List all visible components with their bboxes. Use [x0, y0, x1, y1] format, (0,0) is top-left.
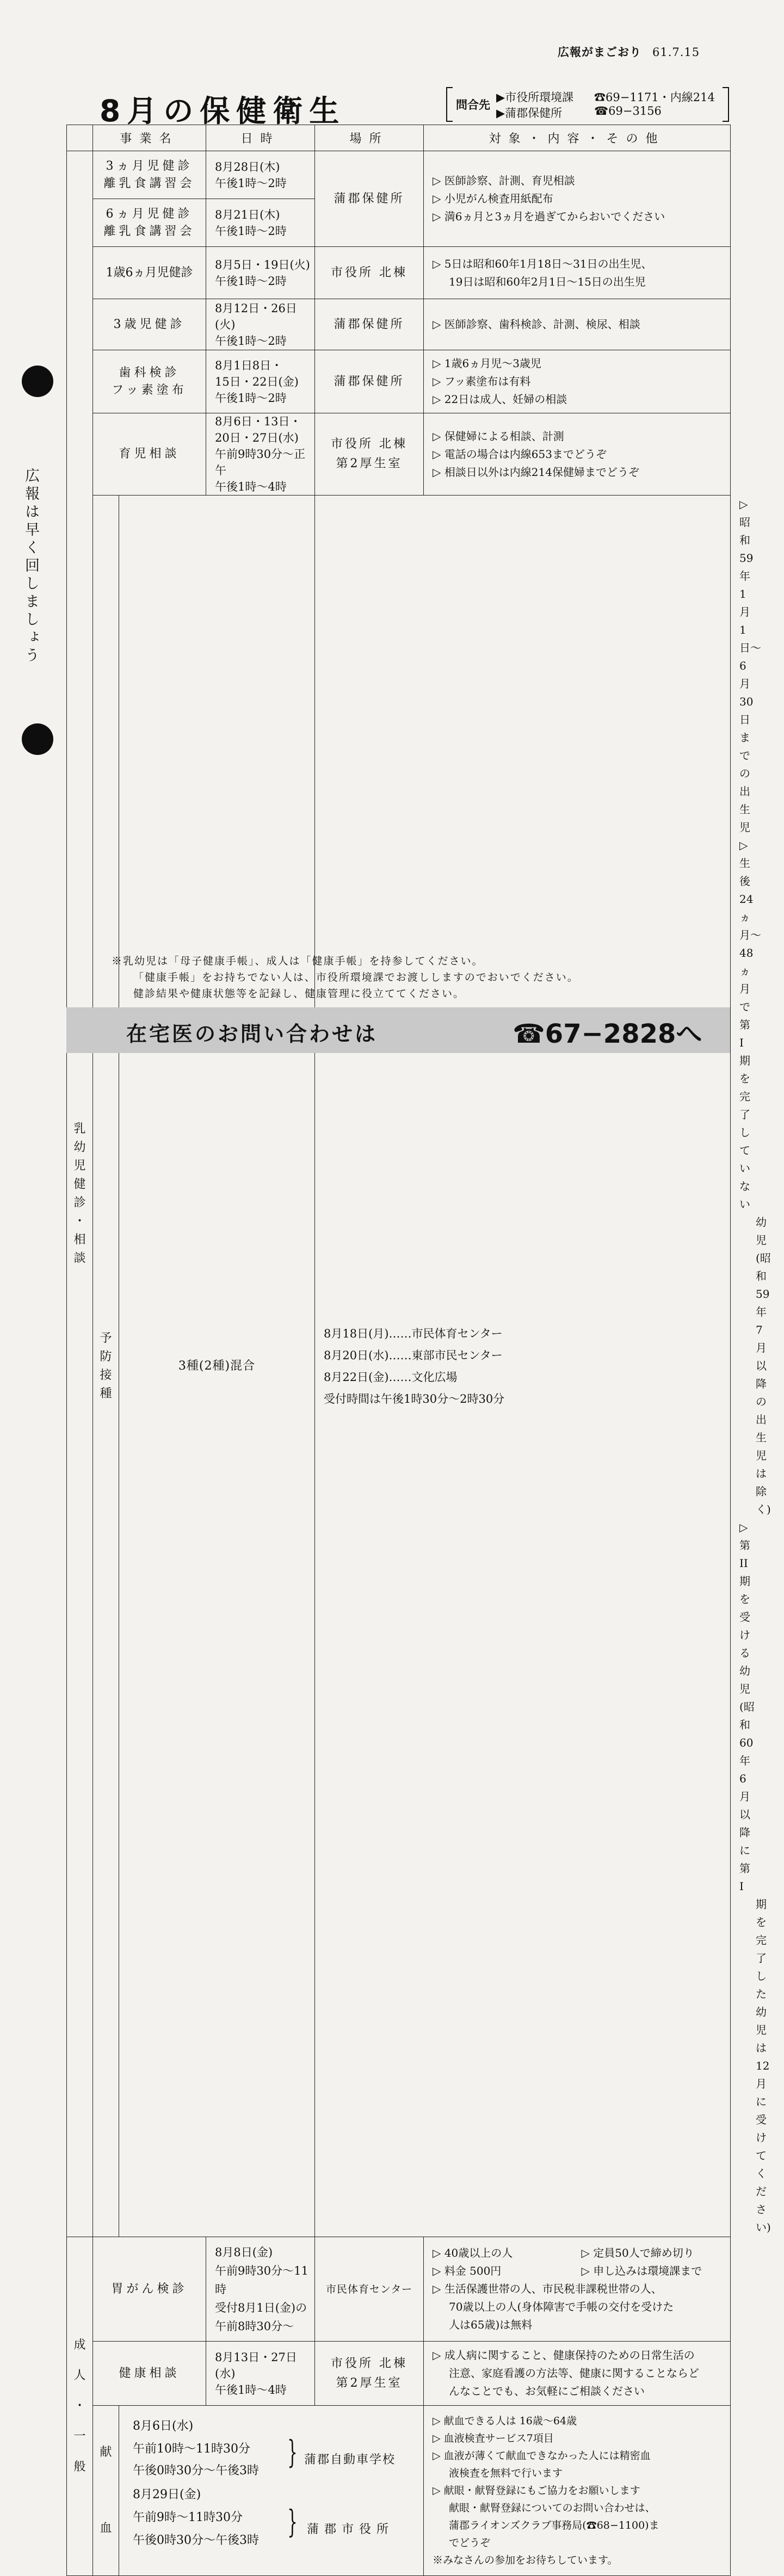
- category-adult: 成 人 ・ 一 般: [67, 2237, 93, 2576]
- event-name: 3ヵ月児健診 離乳食講習会: [93, 151, 206, 199]
- event-place: 蒲郡保健所: [315, 299, 424, 350]
- blood-place: 蒲郡自動車学校: [304, 2453, 396, 2467]
- contact-phone: ☎69−3156: [594, 104, 662, 117]
- contact-label: 問合先: [456, 98, 490, 112]
- blood-time: 午後0時30分〜午後3時: [133, 2464, 259, 2478]
- blood-schedule: [119, 2406, 424, 2576]
- contact-office: ▶市役所環境課: [496, 91, 574, 104]
- blood-place: 蒲郡市役所: [307, 2523, 394, 2536]
- footnote: 健診結果や健康状態等を記録し、健康管理に役立ててください。: [133, 988, 465, 1000]
- footnotes: [112, 953, 579, 1002]
- event-name: 1歳6ヵ月児健診: [93, 247, 206, 299]
- event-details: ▷ 5日は昭和60年1月18日〜31日の出生児、 19日は昭和60年2月1日〜15日の出生児: [424, 247, 731, 299]
- header-details: 対象・内容・その他: [424, 125, 731, 151]
- blood-date: 8月6日(水): [133, 2419, 194, 2433]
- punch-hole-icon: [22, 366, 53, 397]
- header-name: 事業名: [93, 125, 206, 151]
- category-infant: 乳 幼 児 健 診 ・ 相 談: [67, 151, 93, 2237]
- publication-name: 広報がまごおり: [558, 45, 641, 59]
- table-header-row: [67, 125, 731, 151]
- event-datetime: 8月5日・19日(火) 午後1時〜2時: [206, 247, 315, 299]
- footnote: 「健康手帳」をお持ちでない人は、市役所環境課でお渡ししますのでおいでください。: [133, 971, 579, 983]
- event-place: 市民体育センター: [315, 2237, 424, 2342]
- event-datetime: 8月28日(木) 午後1時〜2時: [206, 151, 315, 199]
- blood-time: 午後0時30分〜午後3時: [133, 2534, 259, 2547]
- event-details: ▷ 医師診察、歯科検診、計測、検尿、相談: [424, 299, 731, 350]
- table-row: [67, 2237, 731, 2342]
- banner-phone: ☎67−2828へ: [513, 1019, 702, 1049]
- brace-icon: }: [287, 2433, 298, 2470]
- page-title: 8月の保健衛生: [100, 94, 346, 128]
- blood-time: 午前9時〜11時30分: [133, 2511, 243, 2524]
- event-datetime: 8月1日8日・ 15日・22日(金) 午後1時〜2時: [206, 350, 315, 413]
- table-row: [67, 151, 731, 199]
- header-datetime: 日時: [206, 125, 315, 151]
- table-row: [67, 413, 731, 496]
- event-details: ▷ 保健婦による相談、計測 ▷ 電話の場合は内線653までどうぞ ▷ 相談日以外は内線214保健婦までどうぞ: [424, 413, 731, 496]
- left-bracket: [446, 87, 453, 122]
- side-note: 広報は早く回しましょう: [22, 468, 39, 665]
- contact-phone: ☎69−1171・内線214: [594, 91, 715, 104]
- event-name: 3歳児健診: [93, 299, 206, 350]
- contact-box: [446, 87, 729, 121]
- event-place: 蒲郡保健所: [315, 151, 424, 247]
- table-row: [67, 2406, 731, 2576]
- schedule-table: [66, 125, 771, 2576]
- event-name: 3種(2種)混合: [119, 496, 315, 2237]
- event-place: 市役所 北棟: [315, 247, 424, 299]
- table-row: 予 防 接 種 3種(2種)混合 8月18日(月)……市民体育センター 8月20日(水)……東部市民センター 8月22日(金)……文化広場 受付時間は午後1時30分〜2時30分 昭和59年1月1日〜6月30日までの出生児 生後24ヵ月〜48ヵ月で第I期を完了していない 幼児(昭和59年7月以降の出生児は除く) 第II期を受ける幼児(昭和60年6月以降に第I 期を完了した幼児は12月に受けてください): [67, 496, 731, 2237]
- event-details: ▷ 40歳以上の人 ▷ 定員50人で締め切り ▷ 料金 500円 ▷ 申し込みは環境課まで ▷ 生活保護世帯の人、市民税非課税世帯の人、 70歳以上の人(身体障害で手帳の交付を受けた 人は65歳)は無料: [424, 2237, 731, 2342]
- blood-date: 8月29日(金): [133, 2488, 201, 2501]
- event-place: 市役所 北棟 第2厚生室: [315, 413, 424, 496]
- category-blood: 献 血: [93, 2406, 119, 2576]
- header-place: 場所: [315, 125, 424, 151]
- table-row: [67, 299, 731, 350]
- event-datetime: 8月21日(木) 午後1時〜2時: [206, 199, 315, 247]
- event-datetime: 8月18日(月)……市民体育センター 8月20日(水)……東部市民センター 8月22日(金)……文化広場 受付時間は午後1時30分〜2時30分: [315, 496, 731, 2237]
- table-row: [67, 247, 731, 299]
- category-vaccine: 予 防 接 種: [93, 496, 119, 2237]
- event-details: ▷ 献血できる人は 16歳〜64歳 ▷ 血液検査サービス7項目 ▷ 血液が薄くて献血できなかった人には精密血 液検査を無料で行います ▷ 献眼・献腎登録にもご協力をお願いします 献眼・献腎登録についてのお問い合わせは、 蒲郡ライオンズクラブ事務局(☎68−1100)ま でどうぞ ※みなさんの参加をお待ちしています。: [424, 2406, 731, 2576]
- event-place: 蒲郡保健所: [315, 350, 424, 413]
- blood-time: 午前10時〜11時30分: [133, 2442, 250, 2456]
- right-bracket: [723, 87, 729, 122]
- event-details: ▷ 成人病に関すること、健康保持のための日常生活の 注意、家庭看護の方法等、健康に関することならど んなことでも、お気軽にご相談ください: [424, 2342, 731, 2406]
- header-cell-blank: [67, 125, 93, 151]
- publication-date: 61.7.15: [652, 46, 700, 59]
- contact-office: ▶蒲郡保健所: [496, 107, 563, 120]
- footnote: ※乳幼児は「母子健康手帳」、成人は「健康手帳」を持参してください。: [112, 955, 484, 967]
- event-name: 育児相談: [93, 413, 206, 496]
- event-details: ▷ 1歳6ヵ月児〜3歳児 ▷ フッ素塗布は有料 ▷ 22日は成人、妊婦の相談: [424, 350, 731, 413]
- event-details: ▷ 医師診察、計測、育児相談 ▷ 小児がん検査用紙配布 ▷ 満6ヵ月と3ヵ月を過ぎてからおいでください: [424, 151, 731, 247]
- event-datetime: 8月12日・26日(火) 午後1時〜2時: [206, 299, 315, 350]
- home-doctor-banner: [66, 1007, 730, 1053]
- event-name: 胃がん検診: [93, 2237, 206, 2342]
- event-name: 6ヵ月児健診 離乳食講習会: [93, 199, 206, 247]
- event-name: 健康相談: [93, 2342, 206, 2406]
- event-datetime: 8月13日・27日(水) 午後1時〜4時: [206, 2342, 315, 2406]
- table-row: [67, 2342, 731, 2406]
- event-place: 市役所 北棟 第2厚生室: [315, 2342, 424, 2406]
- banner-text: 在宅医のお問い合わせは: [126, 1022, 378, 1046]
- event-datetime: 8月8日(金) 午前9時30分〜11時 受付8月1日(金)の 午前8時30分〜: [206, 2237, 315, 2342]
- brace-icon: }: [287, 2503, 298, 2540]
- event-name: 歯科検診 フッ素塗布: [93, 350, 206, 413]
- contact-row: [496, 104, 662, 121]
- contact-row: [496, 89, 715, 105]
- table-row: [67, 350, 731, 413]
- publication-header: [558, 44, 700, 60]
- punch-hole-icon: [22, 723, 53, 755]
- event-datetime: 8月6日・13日・ 20日・27日(水) 午前9時30分〜正午 午後1時〜4時: [206, 413, 315, 496]
